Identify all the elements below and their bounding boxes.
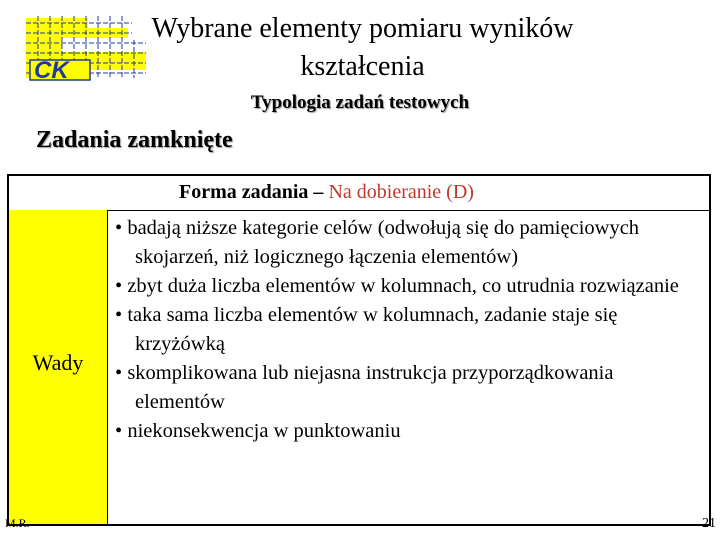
list-item: • taka sama liczba elementów w kolumnach, zadanie staje się krzyżówką bbox=[115, 301, 705, 359]
table-header-text bbox=[179, 181, 474, 204]
logo-text: CK bbox=[34, 57, 69, 84]
ck-grid-logo-icon bbox=[22, 14, 150, 86]
section-heading: Zadania zamknięte bbox=[36, 127, 233, 153]
task-type-table bbox=[7, 174, 711, 526]
table-header bbox=[9, 176, 709, 211]
side-column bbox=[9, 210, 108, 524]
side-label: Wady bbox=[32, 350, 84, 375]
ck-logo bbox=[22, 14, 150, 86]
list-item: • zbyt duża liczba elementów w kolumnach, co utrudnia rozwiązanie bbox=[115, 272, 705, 301]
list-item: • niekonsekwencja w punktowaniu bbox=[115, 417, 705, 446]
header-prefix: Forma zadania – bbox=[179, 181, 329, 203]
list-item: • badają niższe kategorie celów (odwołują się do pamięciowych skojarzeń, niż logicznego łączenia elementów) bbox=[115, 214, 705, 272]
list-item: • skomplikowana lub niejasna instrukcja przyporządkowania elementów bbox=[115, 359, 705, 417]
author-initials: M.R. bbox=[5, 516, 30, 530]
page-title: Wybrane elementy pomiaru wyników kształcenia bbox=[151, 13, 574, 82]
header-accent: Na dobieranie (D) bbox=[328, 181, 474, 203]
page-subtitle: Typologia zadań testowych bbox=[250, 92, 470, 113]
page-number: 21 bbox=[702, 516, 716, 531]
bullet-list bbox=[115, 214, 705, 446]
